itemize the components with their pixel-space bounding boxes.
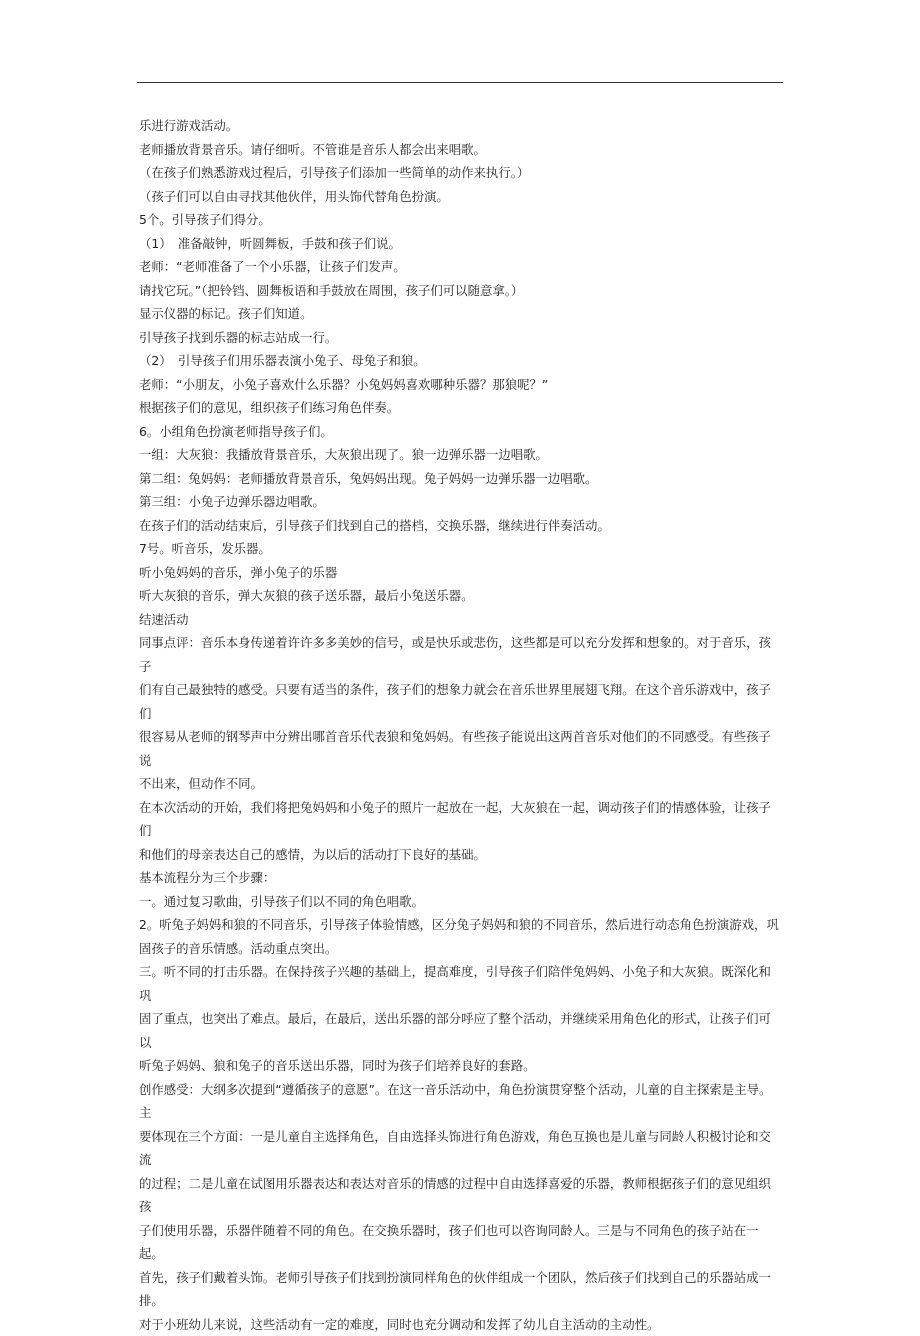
text-line: 7号。听音乐，发乐器。 <box>139 537 783 561</box>
text-line: 创作感受：大纲多次提到“遵循孩子的意愿”。在这一音乐活动中，角色扮演贯穿整个活动，儿童的自主探索是主导。主 <box>139 1078 783 1125</box>
text-line: 和他们的母亲表达自己的感情，为以后的活动打下良好的基础。 <box>139 843 783 867</box>
text-line: 根据孩子们的意见，组织孩子们练习角色伴奏。 <box>139 396 783 420</box>
text-line: 的过程；二是儿童在试图用乐器表达和表达对音乐的情感的过程中自由选择喜爱的乐器，教师根据孩子们的意见组织孩 <box>139 1172 783 1219</box>
text-line: 老师播放背景音乐。请仔细听。不管谁是音乐人都会出来唱歌。 <box>139 138 783 162</box>
text-line: 首先，孩子们戴着头饰。老师引导孩子们找到扮演同样角色的伙伴组成一个团队，然后孩子们找到自己的乐器站成一排。 <box>139 1266 783 1313</box>
text-line: 要体现在三个方面：一是儿童自主选择角色，自由选择头饰进行角色游戏，角色互换也是儿童与同龄人积极讨论和交流 <box>139 1125 783 1172</box>
text-line: 引导孩子找到乐器的标志站成一行。 <box>139 326 783 350</box>
text-line: 子们使用乐器，乐器伴随着不同的角色。在交换乐器时，孩子们也可以咨询同龄人。三是与不同角色的孩子站在一起。 <box>139 1219 783 1266</box>
text-line: 结速活动 <box>139 608 783 632</box>
text-line: 们有自己最独特的感受。只要有适当的条件，孩子们的想象力就会在音乐世界里展翅飞翔。在这个音乐游戏中，孩子们 <box>139 678 783 725</box>
header-rule <box>137 82 783 83</box>
text-line: 听小兔妈妈的音乐，弹小兔子的乐器 <box>139 561 783 585</box>
text-line: 乐进行游戏活动。 <box>139 114 783 138</box>
text-line: 听大灰狼的音乐，弹大灰狼的孩子送乐器，最后小兔送乐器。 <box>139 584 783 608</box>
text-line: 显示仪器的标记。孩子们知道。 <box>139 302 783 326</box>
text-line: 同事点评：音乐本身传递着许许多多美妙的信号，或是快乐或悲伤，这些都是可以充分发挥和想象的。对于音乐，孩子 <box>139 631 783 678</box>
text-line: 老师：“老师准备了一个小乐器，让孩子们发声。 <box>139 255 783 279</box>
text-line: 第三组：小兔子边弹乐器边唱歌。 <box>139 490 783 514</box>
text-line: 第二组：兔妈妈：老师播放背景音乐，兔妈妈出现。兔子妈妈一边弹乐器一边唱歌。 <box>139 467 783 491</box>
text-line: （1） 准备敲钟，听圆舞板，手鼓和孩子们说。 <box>139 232 783 256</box>
text-line: 固孩子的音乐情感。活动重点突出。 <box>139 937 783 961</box>
text-line: （孩子们可以自由寻找其他伙伴，用头饰代替角色扮演。 <box>139 185 783 209</box>
text-line: 很容易从老师的钢琴声中分辨出哪首音乐代表狼和兔妈妈。有些孩子能说出这两首音乐对他们的不同感受。有些孩子说 <box>139 725 783 772</box>
text-line: 三。听不同的打击乐器。在保持孩子兴趣的基础上，提高难度，引导孩子们陪伴兔妈妈、小兔子和大灰狼。既深化和巩 <box>139 960 783 1007</box>
text-line: 6。小组角色扮演老师指导孩子们。 <box>139 420 783 444</box>
text-line: 一。通过复习歌曲，引导孩子们以不同的角色唱歌。 <box>139 890 783 914</box>
text-line: 对于小班幼儿来说，这些活动有一定的难度，同时也充分调动和发挥了幼儿自主活动的主动性。 <box>139 1313 783 1336</box>
document-body <box>139 114 783 1336</box>
text-line: 不出来，但动作不同。 <box>139 772 783 796</box>
text-line: 2。听兔子妈妈和狼的不同音乐，引导孩子体验情感，区分兔子妈妈和狼的不同音乐，然后进行动态角色扮演游戏，巩 <box>139 913 783 937</box>
text-line: 在孩子们的活动结束后，引导孩子们找到自己的搭档，交换乐器，继续进行伴奏活动。 <box>139 514 783 538</box>
text-line: 听兔子妈妈、狼和兔子的音乐送出乐器，同时为孩子们培养良好的套路。 <box>139 1054 783 1078</box>
text-line: 请找它玩。”（把铃铛、圆舞板语和手鼓放在周围，孩子们可以随意拿。） <box>139 279 783 303</box>
text-line: （2） 引导孩子们用乐器表演小兔子、母兔子和狼。 <box>139 349 783 373</box>
text-line: 5个。引导孩子们得分。 <box>139 208 783 232</box>
text-line: 固了重点，也突出了难点。最后，在最后，送出乐器的部分呼应了整个活动，并继续采用角色化的形式，让孩子们可以 <box>139 1007 783 1054</box>
text-line: （在孩子们熟悉游戏过程后，引导孩子们添加一些简单的动作来执行。） <box>139 161 783 185</box>
text-line: 一组：大灰狼：我播放背景音乐，大灰狼出现了。狼一边弹乐器一边唱歌。 <box>139 443 783 467</box>
text-line: 在本次活动的开始，我们将把兔妈妈和小兔子的照片一起放在一起，大灰狼在一起，调动孩子们的情感体验，让孩子们 <box>139 796 783 843</box>
text-line: 老师：“小朋友，小兔子喜欢什么乐器？小兔妈妈喜欢哪种乐器？那狼呢？” <box>139 373 783 397</box>
text-line: 基本流程分为三个步骤： <box>139 866 783 890</box>
